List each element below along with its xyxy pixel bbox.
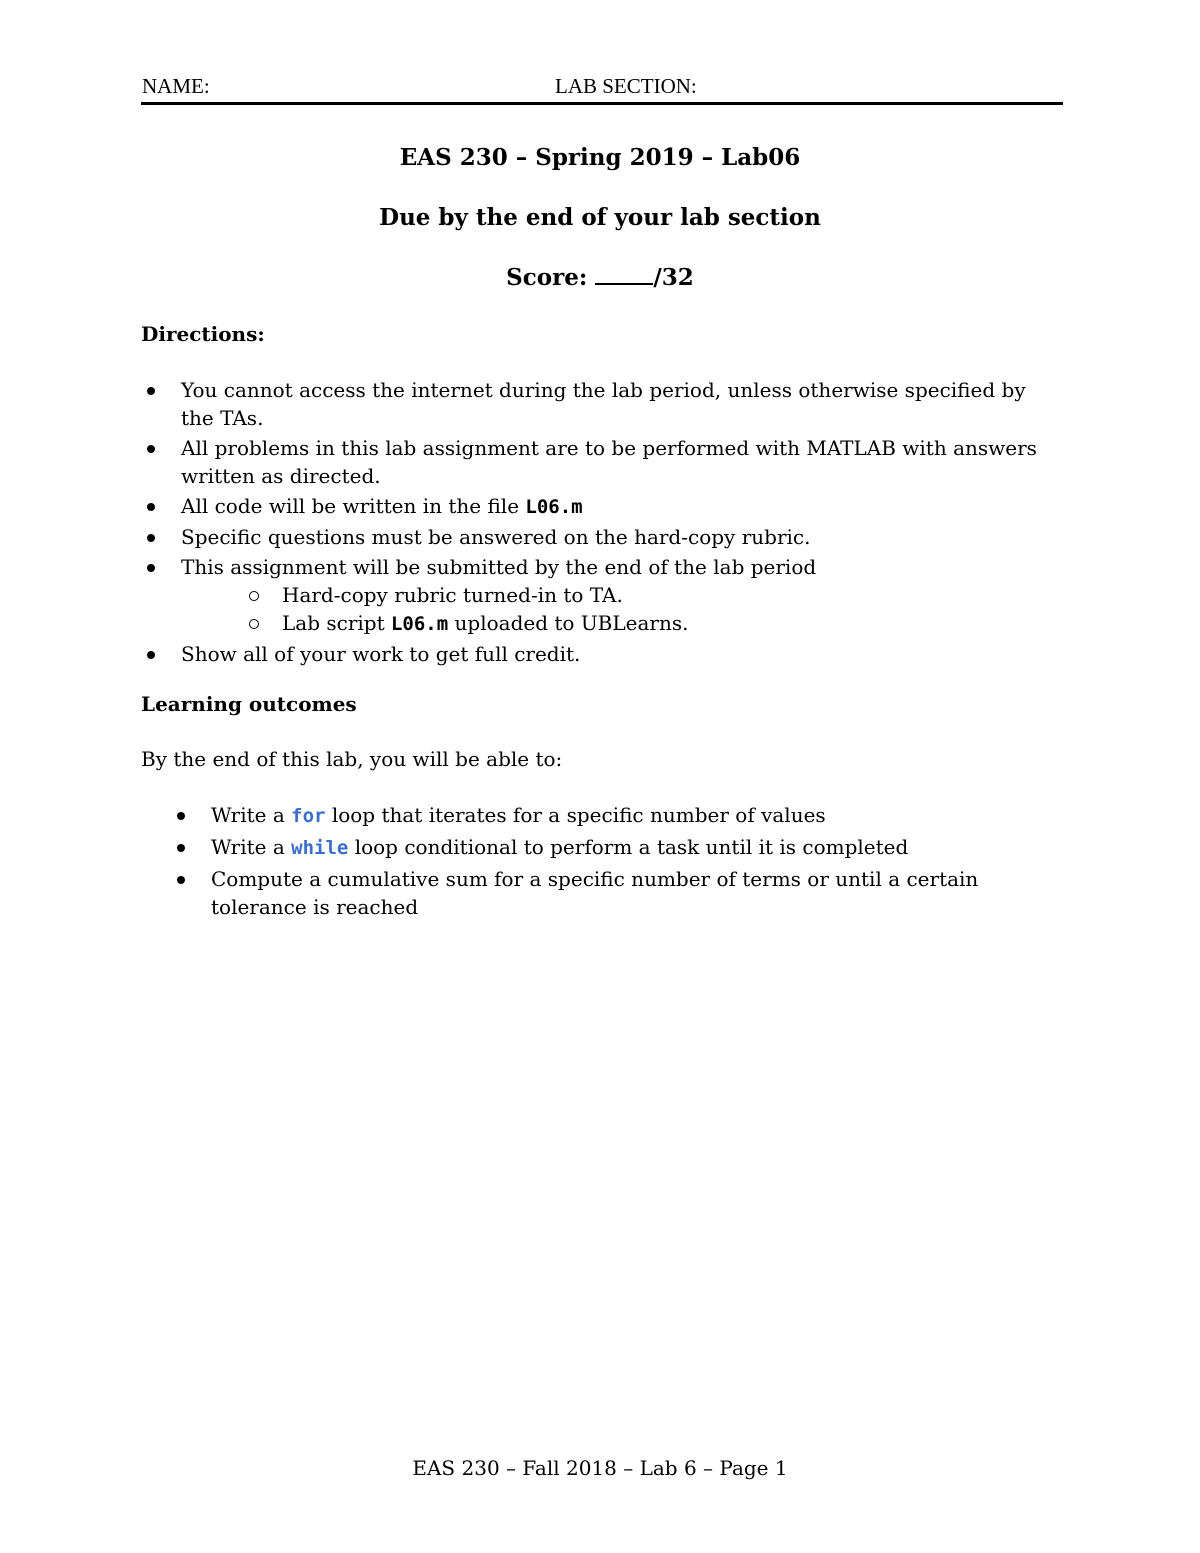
filename-code: L06.m [525,496,583,518]
list-item-text: Specific questions must be answered on the hard-copy rubric. [181,525,811,549]
bullet-icon [147,503,155,511]
keyword-code: for [291,805,326,827]
circle-bullet-icon [249,619,259,629]
bullet-icon [177,812,185,820]
sub-list-item [181,581,1061,609]
score-blank [595,265,653,285]
lab-section-label: LAB SECTION: [555,74,697,98]
page-footer: EAS 230 – Fall 2018 – Lab 6 – Page 1 [412,1456,788,1480]
list-item-text: loop conditional to perform a task until it is completed [348,835,909,859]
list-item-text: loop that iterates for a specific number of values [325,803,826,827]
keyword-code: while [291,837,349,859]
sub-list-item-text: Lab script [282,611,391,635]
outcomes-heading: Learning outcomes [141,692,357,716]
bullet-icon [177,876,185,884]
list-item-text: This assignment will be submitted by the end of the lab period [181,555,817,579]
bullet-icon [147,445,155,453]
bullet-icon [177,844,185,852]
score-line [0,264,1200,291]
list-item-text: All code will be written in the file [181,494,526,518]
list-item-text: All problems in this lab assignment are to be performed with MATLAB with answers written as directed. [181,436,1037,488]
score-label: Score: [506,264,588,291]
list-item-text: Compute a cumulative sum for a specific number of terms or until a certain tolerance is reached [211,867,979,919]
list-item [141,376,1061,432]
name-label: NAME: [142,74,210,98]
bullet-icon [147,534,155,542]
list-item [141,434,1061,490]
bullet-icon [147,387,155,395]
list-item [171,865,1051,921]
list-item-text: Show all of your work to get full credit. [181,642,581,666]
list-item-text: You cannot access the internet during the lab period, unless otherwise specified by the TAs. [181,378,1026,430]
sub-list [181,581,1061,638]
directions-heading: Directions: [141,322,265,346]
due-line: Due by the end of your lab section [379,204,821,231]
filename-code: L06.m [390,613,449,635]
bullet-icon [147,564,155,572]
list-item [171,801,1051,830]
score-total: /32 [653,264,694,291]
bullet-icon [147,651,155,659]
sub-list-item-text: Hard-copy rubric turned-in to TA. [282,583,623,607]
list-item [171,833,1051,862]
list-item [141,492,1061,521]
circle-bullet-icon [249,591,259,601]
outcomes-intro: By the end of this lab, you will be able to: [141,747,563,771]
list-item-text: Write a [211,803,292,827]
list-item [141,553,1061,638]
page-header [141,72,1063,105]
outcomes-list [171,801,1051,924]
list-item-text: Write a [211,835,292,859]
sub-list-item-text: uploaded to UBLearns. [448,611,689,635]
document-title: EAS 230 – Spring 2019 – Lab06 [399,144,801,171]
list-item [141,640,1061,668]
directions-list [141,376,1061,668]
sub-list-item [181,609,1061,638]
list-item [141,523,1061,551]
